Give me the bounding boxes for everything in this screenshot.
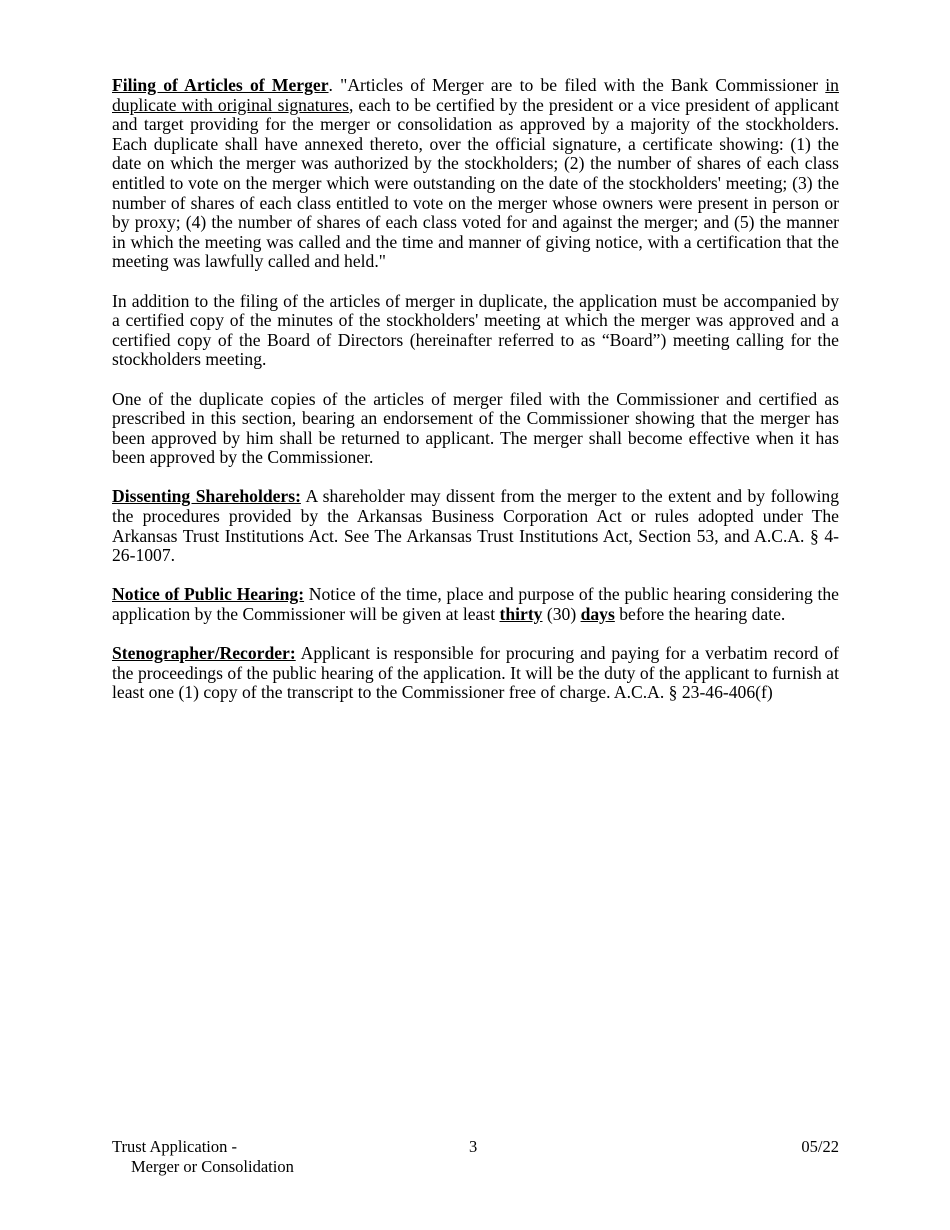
document-body — [112, 76, 839, 723]
addition-paragraph: In addition to the filing of the articles of merger in duplicate, the application must be accompanied by a certified copy of the minutes of the stockholders' meeting at which the merger was approved and a certified copy of the Board of Directors (hereinafter referred to as “Board”) meeting calling for the stockholders meeting. — [112, 290, 839, 370]
filing-heading: Filing of Articles of Merger — [112, 75, 329, 95]
footer-date: 05/22 — [801, 1137, 839, 1156]
notice-thirty: thirty — [499, 604, 543, 625]
dissenting-paragraph — [112, 487, 839, 565]
filing-text-2: , each to be certified by the president or a vice president of applicant and target providing for the merger or consolidation as approved by a majority of the stockholders. Each duplicate shall have annexed thereto, over the official signature, a certificate showing: (1) the date on which the merger was authorized by the stockholders; (2) the number of shares of each class entitled to vote on the merger which were outstanding on the date of the stockholders' meeting; (3) the number of shares of each class entitled to vote on the merger whose owners were present in person or by proxy; (4) the number of shares of each class voted for and against the merger; and (5) the manner in which the meeting was called and the time and manner of giving notice, with a certification that the meeting was lawfully called and held." — [112, 94, 839, 272]
notice-text-2: (30) — [542, 604, 581, 625]
stenographer-text: Applicant is responsible for procuring and paying for a verbatim record of the proceedings of the public hearing of the application. It will be the duty of the applicant to furnish at least one (1) copy of the transcript to the Commissioner free of charge. A.C.A. § 23-46-406(f) — [112, 643, 839, 703]
notice-heading: Notice of Public Hearing: — [112, 584, 305, 605]
footer-title-line-1: Trust Application - — [112, 1137, 237, 1156]
dissenting-text: A shareholder may dissent from the merger to the extent and by following the procedures provided by the Arkansas Business Corporation Act or rules adopted under The Arkansas Trust Institutions Act. See The Arkansas Trust Institutions Act, Section 53, and A.C.A. § 4-26-1007. — [112, 486, 839, 566]
filing-text-1: . "Articles of Merger are to be filed with the Bank Commissioner — [328, 75, 826, 95]
duplicate-paragraph: One of the duplicate copies of the articles of merger filed with the Commissioner and certified as prescribed in this section, bearing an endorsement of the Commissioner showing that the merger has been approved by him shall be returned to applicant. The merger shall become effective when it has been approved by the Commissioner. — [112, 388, 839, 468]
notice-text-1: Notice of the time, place and purpose of the public hearing considering the application by the Commissioner will be given at least — [112, 584, 839, 625]
page-footer — [112, 1137, 839, 1177]
notice-days: days — [580, 604, 615, 625]
stenographer-paragraph — [112, 644, 839, 703]
notice-paragraph — [112, 585, 839, 624]
page-number: 3 — [469, 1137, 478, 1156]
footer-title-line-2: Merger or Consolidation — [131, 1156, 294, 1176]
dissenting-heading: Dissenting Shareholders: — [112, 486, 301, 507]
notice-text-3: before the hearing date. — [614, 604, 786, 625]
stenographer-heading: Stenographer/Recorder: — [112, 643, 296, 664]
footer-document-title — [112, 1137, 294, 1176]
filing-paragraph — [112, 76, 839, 272]
filing-underlined-text: in duplicate with original signatures — [112, 75, 839, 115]
